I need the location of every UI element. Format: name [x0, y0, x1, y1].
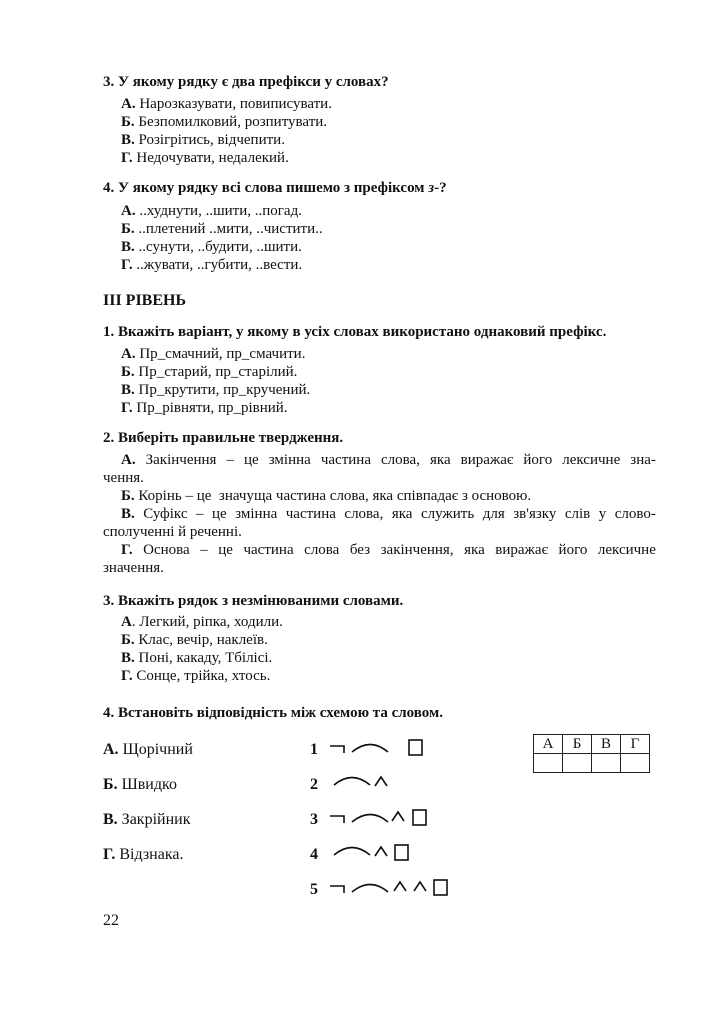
answer-grid-input-row [534, 754, 650, 773]
scheme-number: 1 [310, 741, 318, 758]
root-arc [352, 745, 388, 753]
l3q3-option-a: А. Легкий, ріпка, ходили. [121, 614, 283, 630]
statement-word: його [523, 452, 553, 468]
answer-cell-a[interactable] [534, 754, 563, 773]
l3q2-statement-a [103, 451, 656, 487]
statement-word: лексичне [562, 452, 621, 468]
l3q2-a-line2: чення. [103, 470, 144, 486]
statement-word: яка [391, 506, 413, 522]
statement-word: без [349, 542, 371, 558]
answer-header-a: А [534, 735, 563, 754]
statement-word: яка [464, 542, 485, 558]
l3q2-g-line2: значення. [103, 560, 164, 576]
q4-option-g: Г. ..жувати, ..губити, ..вести. [121, 257, 303, 273]
answer-cell-v[interactable] [592, 754, 621, 773]
statement-word: виражає [460, 452, 514, 468]
statement-word: слова, [344, 506, 384, 522]
statement-word: лексичне [597, 542, 656, 558]
l3q3-option-g: Г. Сонце, трійка, хтось. [121, 668, 271, 684]
statement-word: – [200, 542, 208, 558]
l3q1-option-g: Г. Пр_рівняти, пр_рівний. [121, 400, 288, 416]
suffix-mark [375, 847, 387, 856]
answer-grid-header [534, 735, 650, 754]
scheme-1-diagram [328, 737, 438, 761]
l3-question-3-title: 3. Вкажіть рядок з незмінюваними словами. [103, 593, 404, 609]
root-arc [352, 885, 388, 893]
word-g: Г. Відзнака. [103, 846, 184, 863]
l3q3-option-v: В. Поні, какаду, Тбілісі. [121, 650, 273, 666]
q4-option-v: В. ..сунути, ..будити, ..шити. [121, 239, 302, 255]
ending-box [409, 740, 422, 755]
statement-word: для [482, 506, 505, 522]
l3q2-v-line2: сполученні й реченні. [103, 524, 242, 540]
scheme-4-diagram [328, 842, 438, 866]
q3-option-v: В. Розігрітись, відчепити. [121, 132, 285, 148]
statement-word: Закінчення [145, 452, 217, 468]
l3-question-2-title: 2. Виберіть правильне твердження. [103, 430, 344, 446]
ending-box [413, 810, 426, 825]
level-3-heading: ІІІ РІВЕНЬ [103, 292, 187, 309]
scheme-2-diagram [328, 772, 438, 796]
statement-word: це [244, 452, 259, 468]
answer-header-b: Б [563, 735, 592, 754]
answer-cell-g[interactable] [621, 754, 650, 773]
q3-option-a: А. Нарозказувати, повиписувати. [121, 96, 332, 112]
word-v: В. Закрійник [103, 811, 191, 828]
root-arc [334, 848, 370, 856]
statement-word: слово- [614, 506, 656, 522]
suffix-mark [392, 812, 404, 821]
l3q2-a-letter: А. [121, 452, 136, 468]
l3-question-4-title: 4. Встановіть відповідність між схемою та словом. [103, 705, 443, 721]
statement-word: його [558, 542, 588, 558]
statement-word: це [218, 542, 233, 558]
statement-word: змінна [235, 506, 278, 522]
scheme-3-diagram [328, 807, 438, 831]
statement-word: слів [564, 506, 591, 522]
page-number: 22 [103, 912, 119, 929]
l3q3-option-b: Б. Клас, вечір, наклеїв. [121, 632, 268, 648]
statement-word: частина [320, 452, 371, 468]
q3-option-b: Б. Безпомилковий, розпитувати. [121, 114, 328, 130]
statement-word: яка [429, 452, 451, 468]
suffix-mark [375, 777, 387, 786]
word-a: А. Щорічний [103, 741, 193, 758]
statement-word: Основа [143, 542, 190, 558]
l3q2-v-letter: В. [121, 506, 135, 522]
statement-word: частина [285, 506, 336, 522]
statement-word: слова [304, 542, 340, 558]
l3q2-statement-g [103, 541, 656, 577]
word-b: Б. Швидко [103, 776, 177, 793]
statement-word: – [226, 452, 234, 468]
statement-word: змінна [268, 452, 311, 468]
q3-option-g: Г. Недочувати, недалекий. [121, 150, 289, 166]
answer-header-g: Г [621, 735, 650, 754]
prefix-mark [330, 746, 344, 753]
ending-box [395, 845, 408, 860]
scheme-number: 4 [310, 846, 318, 863]
statement-word: це [211, 506, 227, 522]
suffix-mark [414, 882, 426, 891]
l3q2-statement-b: Б. Корінь – це значуща частина слова, яка співпадає з основою. [121, 488, 532, 504]
prefix-mark [330, 886, 344, 893]
l3q2-statement-v [103, 505, 656, 541]
scheme-number: 5 [310, 881, 318, 898]
statement-word: слова, [381, 452, 420, 468]
answer-cell-b[interactable] [563, 754, 592, 773]
l3q1-option-v: В. Пр_крутити, пр_кручений. [121, 382, 311, 398]
scheme-number: 2 [310, 776, 318, 793]
suffix-mark [394, 882, 406, 891]
l3-question-1-title: 1. Вкажіть варіант, у якому в усіх словах використано однаковий префікс. [103, 324, 607, 340]
q4-option-a: А. ..худнути, ..шити, ..погад. [121, 203, 302, 219]
prefix-mark [330, 816, 344, 823]
question-3-title: 3. У якому рядку є два префікси у словах? [103, 74, 389, 90]
l3q1-option-a: А. Пр_смачний, пр_смачити. [121, 346, 306, 362]
statement-word: у [598, 506, 607, 522]
statement-word: зв'язку [513, 506, 557, 522]
l3q1-option-b: Б. Пр_старий, пр_старілий. [121, 364, 298, 380]
statement-word: закінчення, [380, 542, 454, 558]
answer-header-v: В [592, 735, 621, 754]
root-arc [334, 778, 370, 786]
ending-box [434, 880, 447, 895]
scheme-5-diagram [328, 877, 458, 901]
statement-word: служить [420, 506, 475, 522]
statement-word: – [195, 506, 204, 522]
statement-word: Суфікс [143, 506, 188, 522]
statement-word: зна- [630, 452, 656, 468]
question-4-title: 4. У якому рядку всі слова пишемо з префіксом з-? [103, 180, 447, 196]
l3q2-g-letter: Г. [121, 542, 133, 558]
scheme-number: 3 [310, 811, 318, 828]
statement-word: частина [243, 542, 294, 558]
q4-option-b: Б. ..плетений ..мити, ..чистити.. [121, 221, 323, 237]
root-arc [352, 815, 388, 823]
answer-grid [533, 734, 650, 773]
statement-word: виражає [495, 542, 549, 558]
